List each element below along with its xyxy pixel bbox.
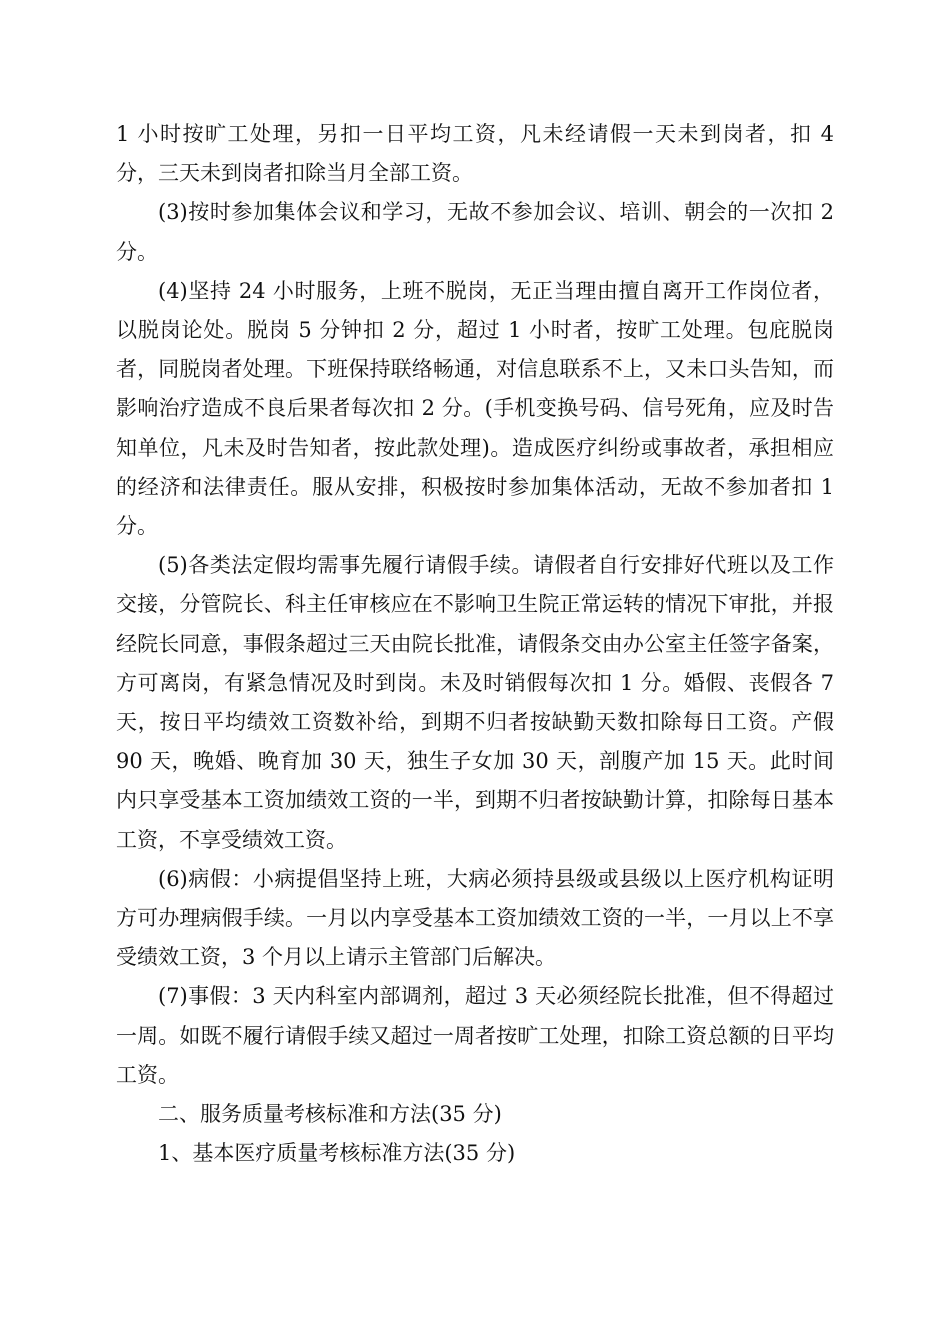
paragraph-personal-leave: (7)事假：3 天内科室内部调剂，超过 3 天必须经院长批准，但不得超过一周。如既不履行请假手续又超过一周者按旷工处理，扣除工资总额的日平均工资。 [116,984,834,1087]
document-body [116,115,834,1173]
paragraph-statutory-leave: (5)各类法定假均需事先履行请假手续。请假者自行安排好代班以及工作交接，分管院长、科主任审核应在不影响卫生院正常运转的情况下审批，并报经院长同意，事假条超过三天由院长批准，请假条交由办公室主任签字备案，方可离岗，有紧急情况及时到岗。未及时销假每次扣 1 分。婚假、丧假各 7 天，按日平均绩效工资数补给，到期不归者按缺勤天数扣除每日工资。产假 90 天，晚婚、晚育加 30 天，独生子女加 30 天，剖腹产加 15 天。此时间内只享受基本工资加绩效工资的一半，到期不归者按缺勤计算，扣除每日基本工资，不享受绩效工资。 [116,553,834,852]
paragraph-continued-absence-penalty: 1 小时按旷工处理，另扣一日平均工资，凡未经请假一天未到岗者，扣 4 分，三天未到岗者扣除当月全部工资。 [116,122,834,186]
paragraph-sick-leave: (6)病假：小病提倡坚持上班，大病必须持县级或县级以上医疗机构证明方可办理病假手续。一月以内享受基本工资加绩效工资的一半，一月以上不享受绩效工资，3 个月以上请示主管部门后解决。 [116,866,834,970]
subsection-heading-medical-quality: 1、基本医疗质量考核标准方法(35 分) [158,1141,516,1166]
section-heading-service-quality: 二、服务质量考核标准和方法(35 分) [158,1102,502,1127]
paragraph-24-hour-service: (4)坚持 24 小时服务，上班不脱岗，无正当理由擅自离开工作岗位者，以脱岗论处。脱岗 5 分钟扣 2 分，超过 1 小时者，按旷工处理。包庇脱岗者，同脱岗者处理。下班保持联络畅通，对信息联系不上，又未口头告知，而影响治疗造成不良后果者每次扣 2 分。(手机变换号码、信号死角，应及时告知单位，凡未及时告知者，按此款处理)。造成医疗纠纷或事故者，承担相应的经济和法律责任。服从安排，积极按时参加集体活动，无故不参加者扣 1 分。 [116,278,834,539]
paragraph-meeting-attendance: (3)按时参加集体会议和学习，无故不参加会议、培训、朝会的一次扣 2 分。 [116,200,834,264]
